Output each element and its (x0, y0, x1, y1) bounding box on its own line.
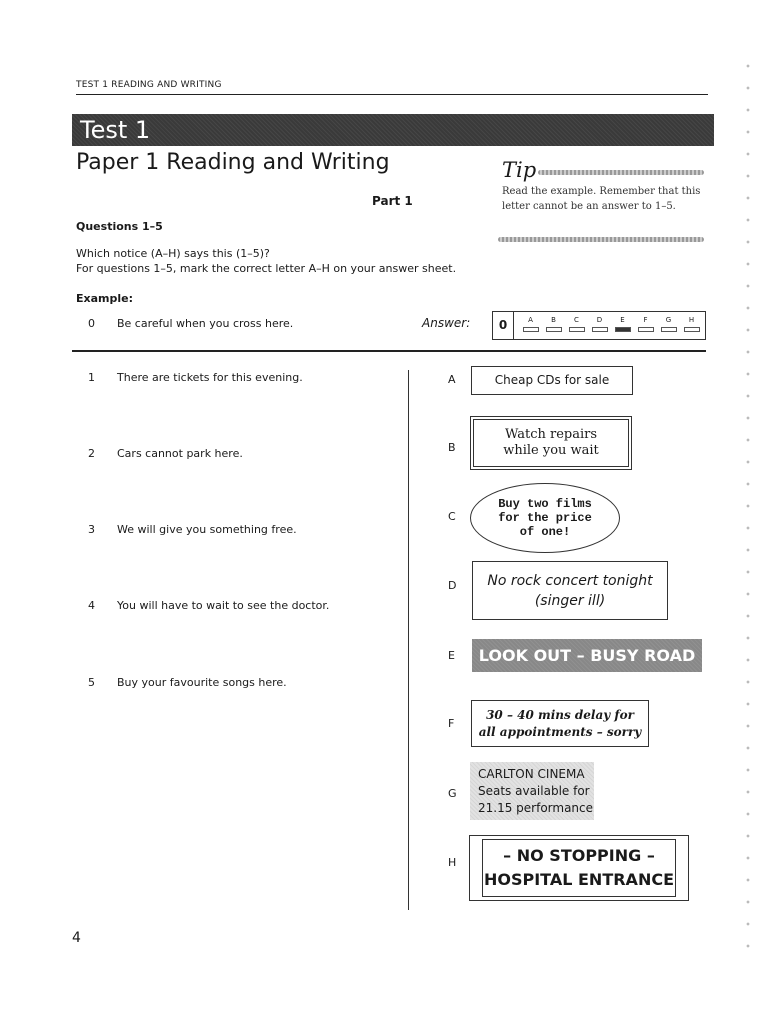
notice-d-line-2: (singer ill) (534, 592, 606, 609)
answer-letter-g (657, 316, 680, 332)
instruction-line-1: Which notice (A–H) says this (1–5)? (76, 247, 270, 260)
notice-f-line-1: 30 – 40 mins delay for (486, 707, 634, 722)
option-letter-b: B (448, 441, 456, 454)
notice-b (473, 419, 629, 467)
answer-letter-a (519, 316, 542, 332)
answer-letter-label: A (528, 316, 533, 324)
option-letter-e: E (448, 649, 455, 662)
notice-g-line-2: Seats available for (478, 784, 590, 798)
running-header: TEST 1 READING AND WRITING (76, 80, 222, 90)
question-number: 4 (88, 599, 95, 612)
paper-title: Paper 1 Reading and Writing (76, 150, 390, 175)
answer-letter-label: F (643, 316, 648, 324)
instructions (76, 246, 456, 276)
question-text: Cars cannot park here. (117, 447, 243, 460)
answer-bubble-f (638, 327, 654, 332)
answer-letter-label: H (688, 316, 695, 324)
tip-title: Tip (502, 158, 537, 182)
answer-bubble-b (546, 327, 562, 332)
example-label: Example: (76, 292, 133, 305)
answer-label: Answer: (422, 316, 471, 330)
answer-letter-label: B (551, 316, 556, 324)
notice-c-line-3: of one! (519, 525, 571, 539)
tip-decoration-top (538, 170, 704, 175)
test-title: Test 1 (80, 116, 151, 144)
binding-holes (738, 60, 758, 960)
example-number: 0 (88, 317, 95, 330)
answer-bubble-a (523, 327, 539, 332)
answer-bubble-g (661, 327, 677, 332)
section-divider (72, 350, 706, 352)
notice-d (472, 561, 668, 620)
answer-letter-c (565, 316, 588, 332)
option-letter-d: D (448, 579, 457, 592)
option-letter-c: C (448, 510, 456, 523)
notice-c (470, 483, 620, 553)
notice-h-line-1: – NO STOPPING – (503, 846, 655, 865)
notice-a-line-1: Cheap CDs for sale (494, 373, 610, 387)
notice-f-line-2: all appointments – sorry (478, 724, 642, 739)
answer-letter-h (680, 316, 703, 332)
tip-text: Read the example. Remember that this letter cannot be an answer to 1–5. (502, 186, 701, 212)
question-text: There are tickets for this evening. (117, 371, 303, 384)
option-letter-f: F (448, 717, 455, 730)
notice-h-line-2: HOSPITAL ENTRANCE (483, 870, 674, 889)
example-text: Be careful when you cross here. (117, 317, 294, 330)
question-number: 2 (88, 447, 95, 460)
column-divider (408, 370, 409, 910)
answer-letter-b (542, 316, 565, 332)
answer-letter-row (519, 316, 703, 332)
answer-letter-f (634, 316, 657, 332)
notice-b-line-1: Watch repairs (504, 427, 597, 442)
answer-number: 0 (493, 312, 514, 339)
notice-b-line-2: while you wait (503, 443, 599, 458)
tip-decoration-bottom (498, 237, 704, 242)
answer-letter-label: D (596, 316, 603, 324)
instruction-line-2: For questions 1–5, mark the correct letter A–H on your answer sheet. (76, 262, 457, 275)
question-text: Buy your favourite songs here. (117, 676, 287, 689)
notice-d-line-1: No rock concert tonight (487, 572, 653, 589)
question-number: 5 (88, 676, 95, 689)
answer-letter-label: E (620, 316, 625, 324)
answer-letter-label: C (574, 316, 579, 324)
answer-sheet-box (492, 311, 706, 340)
notice-g-line-3: 21.15 performance (478, 801, 594, 815)
page-number: 4 (72, 930, 81, 946)
notice-e-line-1: LOOK OUT – BUSY ROAD (478, 646, 696, 665)
question-text: You will have to wait to see the doctor. (117, 599, 330, 612)
notice-g-line-1: CARLTON CINEMA (478, 767, 585, 781)
questions-label: Questions 1–5 (76, 220, 163, 233)
notice-h (469, 835, 689, 901)
notice-a (471, 366, 633, 395)
answer-bubble-e (615, 327, 631, 332)
question-number: 3 (88, 523, 95, 536)
answer-bubble-d (592, 327, 608, 332)
answer-letter-d (588, 316, 611, 332)
header-rule (76, 94, 708, 95)
notice-c-line-1: Buy two films (498, 497, 592, 511)
part-label: Part 1 (372, 194, 413, 208)
question-number: 1 (88, 371, 95, 384)
option-letter-a: A (448, 373, 456, 386)
option-letter-g: G (448, 787, 457, 800)
question-text: We will give you something free. (117, 523, 297, 536)
notice-e (472, 639, 702, 672)
answer-letter-e (611, 316, 634, 332)
answer-letter-label: G (665, 316, 672, 324)
answer-bubble-h (684, 327, 700, 332)
answer-bubble-c (569, 327, 585, 332)
notice-g (470, 762, 594, 820)
notice-c-line-2: for the price (498, 511, 592, 525)
notice-f (471, 700, 649, 747)
option-letter-h: H (448, 856, 457, 869)
test-banner (72, 114, 714, 146)
